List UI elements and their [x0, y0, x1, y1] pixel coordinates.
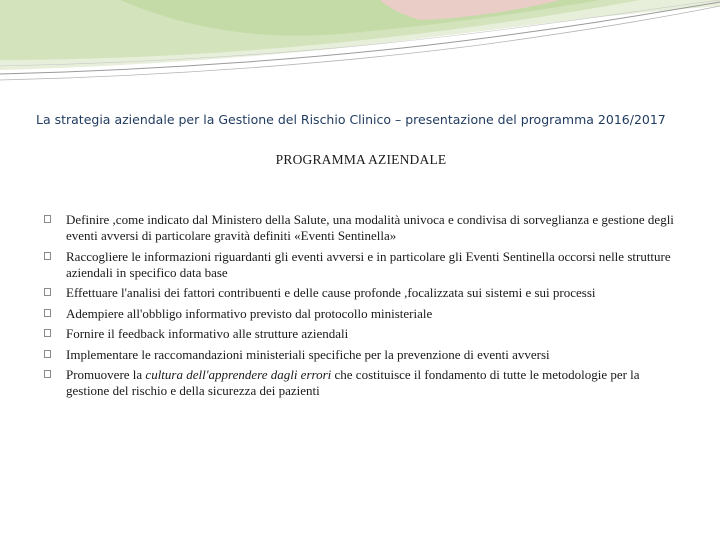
list-item-text: Effettuare l'analisi dei fattori contribuenti e delle cause profonde ,focalizzata sui sistemi e sui processi	[66, 285, 596, 300]
bullet-box-icon	[44, 309, 51, 317]
list-item	[44, 212, 680, 244]
list-item-text: Raccogliere le informazioni riguardanti gli eventi avversi e in particolare gli Eventi Sentinella occorsi nelle strutture aziendali in specifico data base	[66, 248, 671, 280]
bullet-box-icon	[44, 329, 51, 337]
list-item	[44, 326, 680, 342]
bullet-box-icon	[44, 215, 51, 223]
list-item	[44, 306, 680, 322]
section-heading: PROGRAMMA AZIENDALE	[275, 152, 447, 167]
page-title: La strategia aziendale per la Gestione del Rischio Clinico – presentazione del programma 2016/2017	[36, 112, 666, 127]
bullet-box-icon	[44, 252, 51, 260]
bullet-box-icon	[44, 370, 51, 378]
list-item-text: Fornire il feedback informativo alle strutture aziendali	[66, 326, 349, 341]
list-item-text: Implementare le raccomandazioni ministeriali specifiche per la prevenzione di eventi avversi	[66, 346, 550, 362]
list-item	[44, 347, 680, 363]
decorative-header-swoosh	[0, 0, 720, 90]
bullet-list	[44, 212, 680, 404]
list-item-text-before: Promuovere la	[66, 367, 146, 382]
bullet-box-icon	[44, 288, 51, 296]
list-item-text-after: che costituisce il fondamento di tutte le metodologie per la gestione del rischio e della sicurezza dei pazienti	[66, 367, 640, 398]
list-item-text: Adempiere all'obbligo informativo previsto dal protocollo ministeriale	[66, 305, 433, 321]
list-item	[44, 367, 680, 399]
list-item-emphasis: cultura dell'apprendere dagli errori	[145, 367, 332, 382]
list-item	[44, 285, 680, 301]
bullet-box-icon	[44, 350, 51, 358]
list-item-text: Definire ,come indicato dal Ministero della Salute, una modalità univoca e condivisa di sorveglianza e gestione degli eventi avversi di particolare gravità definiti «Eventi Sentinella»	[66, 212, 674, 243]
list-item	[44, 249, 680, 281]
